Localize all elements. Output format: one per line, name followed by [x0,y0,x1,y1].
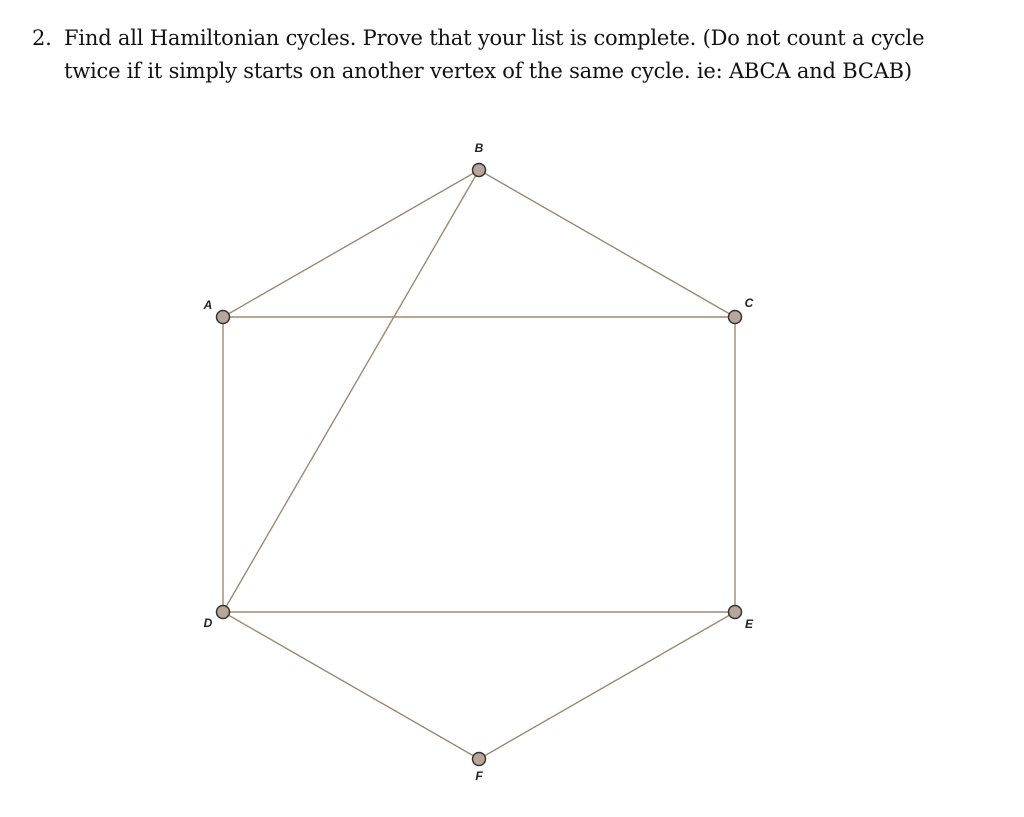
vertex-label-c: C [744,296,754,310]
edge-bd [223,170,479,612]
vertex-b [473,164,486,177]
edge-bc [479,170,735,317]
vertex-a [217,311,230,324]
graph-edges [223,170,735,759]
vertex-label-f: F [475,769,483,783]
vertex-d [217,606,230,619]
vertex-label-d: D [203,616,213,630]
problem-text-line-1: Find all Hamiltonian cycles. Prove that your list is complete. (Do not count a cycle [64,26,925,50]
vertex-c [729,311,742,324]
graph-labels [203,141,754,783]
vertex-f [473,753,486,766]
vertex-e [729,606,742,619]
edge-df [223,612,479,759]
vertex-label-a: A [203,298,213,312]
edge-ef [479,612,735,759]
problem-text-line-2: twice if it simply starts on another vertex of the same cycle. ie: ABCA and BCAB) [64,59,912,83]
graph-vertices [217,164,742,766]
problem-number: 2. [32,26,52,50]
edge-ab [223,170,479,317]
vertex-label-e: E [744,617,754,631]
vertex-label-b: B [474,141,484,155]
